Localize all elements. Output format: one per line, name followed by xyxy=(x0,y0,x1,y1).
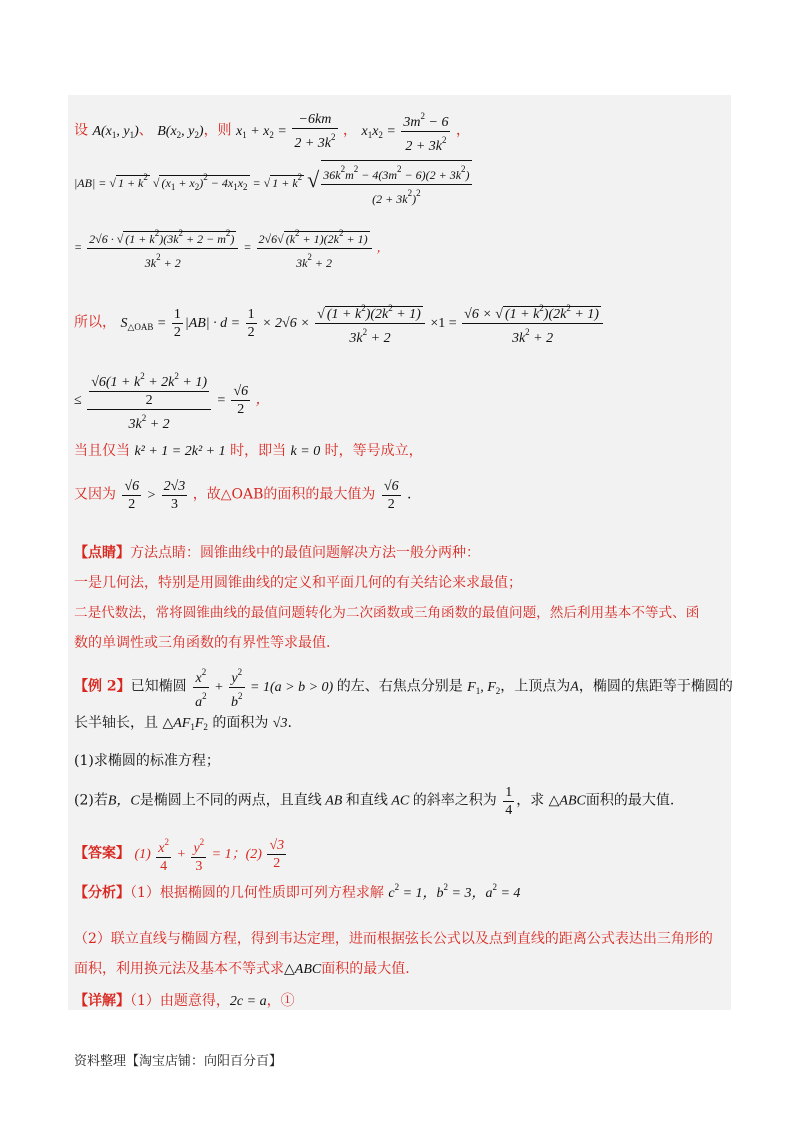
note-line-4: 数的单调性或三角函数的有界性等求最值. xyxy=(74,635,331,651)
answer-line xyxy=(74,834,288,875)
sum-fraction: $\frac{-6km}{2 + 3k^2}$ xyxy=(294,112,336,151)
analysis-2-line2 xyxy=(74,954,724,985)
note-line-1 xyxy=(74,538,724,568)
line-ac: AC xyxy=(387,793,413,809)
ab-simplified-line xyxy=(74,225,389,272)
analysis-2b: 面积，利用换元法及基本不等式求 xyxy=(74,961,284,977)
q2c: 和直线 xyxy=(345,792,388,809)
times-one: ×1 = xyxy=(430,315,457,331)
analysis-block-2 xyxy=(74,924,724,985)
comma-4: ， xyxy=(255,392,270,408)
q2a: (2)若 xyxy=(74,792,108,809)
detail-text: （1）由题意得， xyxy=(130,993,230,1009)
note-tag: 【点睛】 xyxy=(74,545,130,561)
note-text-1: 方法点睛：圆锥曲线中的最值问题解决方法一般分两种： xyxy=(130,545,480,561)
analysis-line-1 xyxy=(74,882,520,902)
comma-2: ， xyxy=(455,122,470,139)
max-value: $\frac{√6}{2}$ xyxy=(383,479,399,512)
detail-line: 【详解】（1）由题意得，2c = a，① xyxy=(74,993,295,1009)
ab-formula: |AB| = √ $1 + k^2$ √ $(x_1 + x_2)^2 - 4x_1x_2$ = √ $1 + k^2$ √ $\frac{36k^2m^2 - 4(3m^2 - 6)(2 + 3k^2)}{(2 + 3k^2)^2}$ xyxy=(74,176,474,190)
note-line-3: 二是代数法，常将圆锥曲线的最值问题转化为二次函数或三角函数的最值问题，然后利用基本不等式、函 xyxy=(74,605,700,621)
question-2 xyxy=(74,784,674,819)
detail-tag: 【详解】 xyxy=(74,993,130,1009)
point-a: $A(x_1$, $y_1$) xyxy=(92,123,139,140)
ab-length-line xyxy=(74,160,474,208)
vertex-a: A xyxy=(570,679,579,695)
triangle-abc-2: △ABC xyxy=(284,962,322,977)
ab-simplified: = $\frac{2√6 \cdot √ (1 + k^2)(3k^2 + 2 - m^2)}{3k^2 + 2}$ = $\frac{2√6√ (k^2 + 1)(2k^2 + 1)}{3k^2 + 2}$ xyxy=(74,240,377,254)
answer-1: (1) $\frac{x^2}{4}$ + $\frac{y^2}{3}$ = 1；(2) $\frac{√3}{2}$ xyxy=(134,847,288,862)
equality-end: 时，等号成立， xyxy=(324,443,423,459)
sum-formula: $x_1 + x_2$ = $\frac{-6km}{2 + 3k^2}$ xyxy=(236,112,336,151)
product-fraction: $\frac{3m^2 - 6}{2 + 3k^2}$ xyxy=(401,108,450,155)
comma-1: ， xyxy=(343,122,358,139)
equality-when: 时，即当 xyxy=(230,443,287,459)
example-text-3: ，上顶点为 xyxy=(500,678,571,695)
then-word: ，则 xyxy=(203,122,232,139)
line-ab: AB xyxy=(321,793,346,809)
example-text-4: ，椭圆的焦距等于椭圆的 xyxy=(578,678,733,695)
area-line xyxy=(74,300,605,347)
so-word: 所以， xyxy=(74,314,116,331)
product-formula: $x_1x_2$ = $\frac{3m^2 - 6}{2 + 3k^2}$ xyxy=(361,124,455,139)
equality-k0: k = 0 xyxy=(290,444,321,459)
note-block xyxy=(74,538,724,658)
period-2: . xyxy=(287,715,292,731)
detail-equation: 2c = a xyxy=(229,994,267,1009)
answer-tag: 【答案】 xyxy=(74,845,130,862)
question-1 xyxy=(74,750,220,770)
slope-product: $\frac{1}{4}$ xyxy=(505,785,513,818)
analysis-1: （1）根据椭圆的几何性质即可列方程求解 xyxy=(130,885,384,901)
note-line-2: 一是几何法，特别是用圆锥曲线的定义和平面几何的有关结论来求最值； xyxy=(74,575,522,591)
example-line-2b: 的面积为 xyxy=(212,715,269,731)
equality-line xyxy=(74,440,423,460)
vieta-line xyxy=(74,108,470,155)
cn-comma: 、 xyxy=(138,122,153,139)
area-value: √3 xyxy=(272,716,288,731)
period: . xyxy=(407,486,412,503)
equality-k2: k² + 1 = 2k² + 1 xyxy=(134,444,226,459)
comma-3: ， xyxy=(376,240,389,255)
example-text-2: 的左、右焦点分别是 xyxy=(336,678,463,695)
example-line-2 xyxy=(74,712,292,732)
foci-labels: $F_1$, $F_2$ xyxy=(467,679,501,696)
analysis-tag: 【分析】 xyxy=(74,885,130,901)
hence-area: ，故△OAB的面积的最大值为 xyxy=(192,486,376,503)
ellipse-equation: $\frac{x^2}{a^2}$ + $\frac{y^2}{b^2}$ = 1(a > b > 0) xyxy=(191,680,337,695)
q2d: 的斜率之积为 xyxy=(412,792,497,809)
conclusion-line xyxy=(74,478,411,513)
inequality-formula: ≤ $\frac{\frac{√6(1 + k^2 + 2k^2 + 1)}{2}}{3k^2 + 2}$ = $\frac{√6}{2}$ xyxy=(74,393,256,408)
example-line-1 xyxy=(74,664,733,711)
analysis-2c: 面积的最大值. xyxy=(321,961,410,977)
q2b: 是椭圆上不同的两点，且直线 xyxy=(139,792,322,809)
points-bc: B，C xyxy=(107,793,140,809)
area-formula: $S_{\triangle OAB}$ = $\frac{1}{2}$ |AB| · d = $\frac{1}{2}$ × 2√6 × $\frac{√ (1 + k^2)(2k^2 + 1)}{3k^2 + 2}$ ×1 = $\frac{√6 \times √ (1 + k^2)(2k^2 + 1)}{3k^2 + 2}$ xyxy=(120,316,605,331)
set-prefix: 设 xyxy=(74,122,88,139)
analysis-equations: $c^2 = 1$，$b^2 = 3$，$a^2 = 4$ xyxy=(388,882,521,901)
inequality-line xyxy=(74,368,270,433)
equality-cond: 当且仅当 xyxy=(74,443,130,459)
compare-formula: $\frac{√6}{2}$ > $\frac{2√3}{3}$ xyxy=(124,479,186,512)
also-because: 又因为 xyxy=(74,486,116,503)
footer: 资料整理【淘宝店铺：向阳百分百】 xyxy=(74,1054,283,1069)
question-1-text: (1)求椭圆的标准方程； xyxy=(74,753,220,769)
circled-one: ① xyxy=(280,993,295,1009)
analysis-2a: （2）联立直线与椭圆方程，得到韦达定理，进而根据弦长公式以及点到直线的距离公式表达出三角形的 xyxy=(74,931,713,947)
example-tag: 【例 2】 xyxy=(74,678,131,695)
triangle-abc: △ABC xyxy=(548,793,586,809)
example-line-2a: 长半轴长，且 xyxy=(74,715,158,731)
point-b: $B(x_2$, $y_2$) xyxy=(157,123,204,140)
triangle-af1f2: $\triangle AF_1F_2$ xyxy=(162,716,208,732)
q2e: ，求 xyxy=(516,792,545,809)
example-text-1: 已知椭圆 xyxy=(130,678,187,695)
q2f: 面积的最大值. xyxy=(585,792,675,809)
